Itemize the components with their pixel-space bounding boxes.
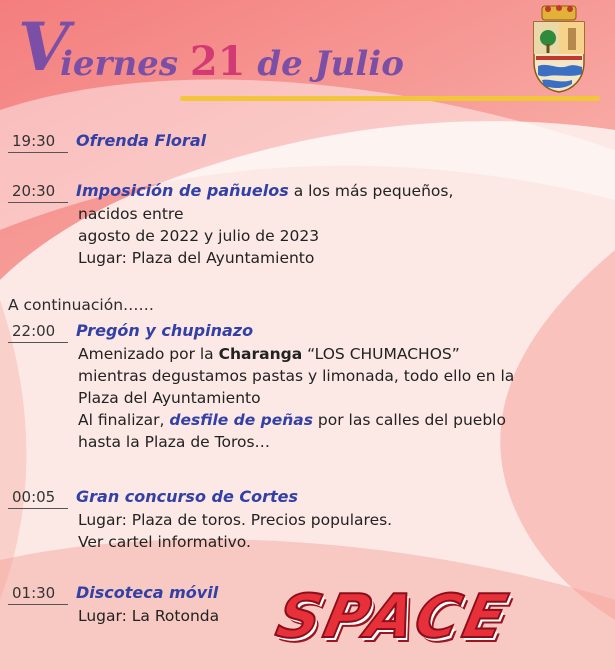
schedule-item-pregon (8, 320, 514, 453)
continuation-text: A continuación…… (8, 296, 155, 314)
location-line: Lugar: Plaza de toros. Precios populares. (78, 511, 393, 529)
schedule-item-panuelos (8, 180, 453, 269)
event-title: Ofrenda Floral (76, 131, 207, 150)
schedule-item-cortes (8, 486, 392, 553)
event-title: Gran concurso de Cortes (76, 487, 299, 506)
time-label: 19:30 (8, 130, 68, 153)
location-line: Plaza del Ayuntamiento (78, 389, 261, 407)
detail-text: por las calles del pueblo (313, 411, 506, 429)
band-name: “LOS CHUMACHOS” (302, 345, 460, 363)
title-underline (180, 96, 600, 101)
detail-line: hasta la Plaza de Toros… (78, 433, 271, 451)
charanga-text: Charanga (218, 345, 303, 363)
coat-of-arms-icon (528, 4, 590, 94)
location-line: Lugar: Plaza del Ayuntamiento (78, 249, 315, 267)
detail-text: Al finalizar, (78, 411, 170, 429)
time-label: 01:30 (8, 582, 68, 605)
title-initial: V (18, 8, 70, 86)
desfile-text: desfile de peñas (169, 411, 313, 429)
event-title: Imposición de pañuelos (76, 181, 289, 200)
detail-line (8, 343, 514, 365)
schedule-item-discoteca (8, 582, 219, 627)
title-month: de Julio (257, 44, 404, 84)
detail-line: agosto de 2022 y julio de 2023 (78, 227, 320, 245)
time-label: 00:05 (8, 486, 68, 509)
event-suffix: a los más pequeños, (288, 182, 454, 200)
detail-line: mientras degustamos pastas y limonada, todo ello en la (78, 367, 515, 385)
time-label: 22:00 (8, 320, 68, 343)
detail-text: Amenizado por la (78, 345, 219, 363)
event-title: Discoteca móvil (76, 583, 219, 602)
title-day-number: 21 (189, 38, 246, 85)
title-weekday: iernes (60, 44, 178, 84)
detail-line (8, 409, 514, 431)
space-logo: SPACE (270, 582, 517, 652)
detail-line: Ver cartel informativo. (78, 533, 251, 551)
page-title (18, 8, 488, 94)
location-line: Lugar: La Rotonda (78, 607, 220, 625)
schedule-item-ofrenda (8, 130, 206, 153)
event-title: Pregón y chupinazo (76, 321, 254, 340)
time-label: 20:30 (8, 180, 68, 203)
detail-line: nacidos entre (78, 205, 184, 223)
